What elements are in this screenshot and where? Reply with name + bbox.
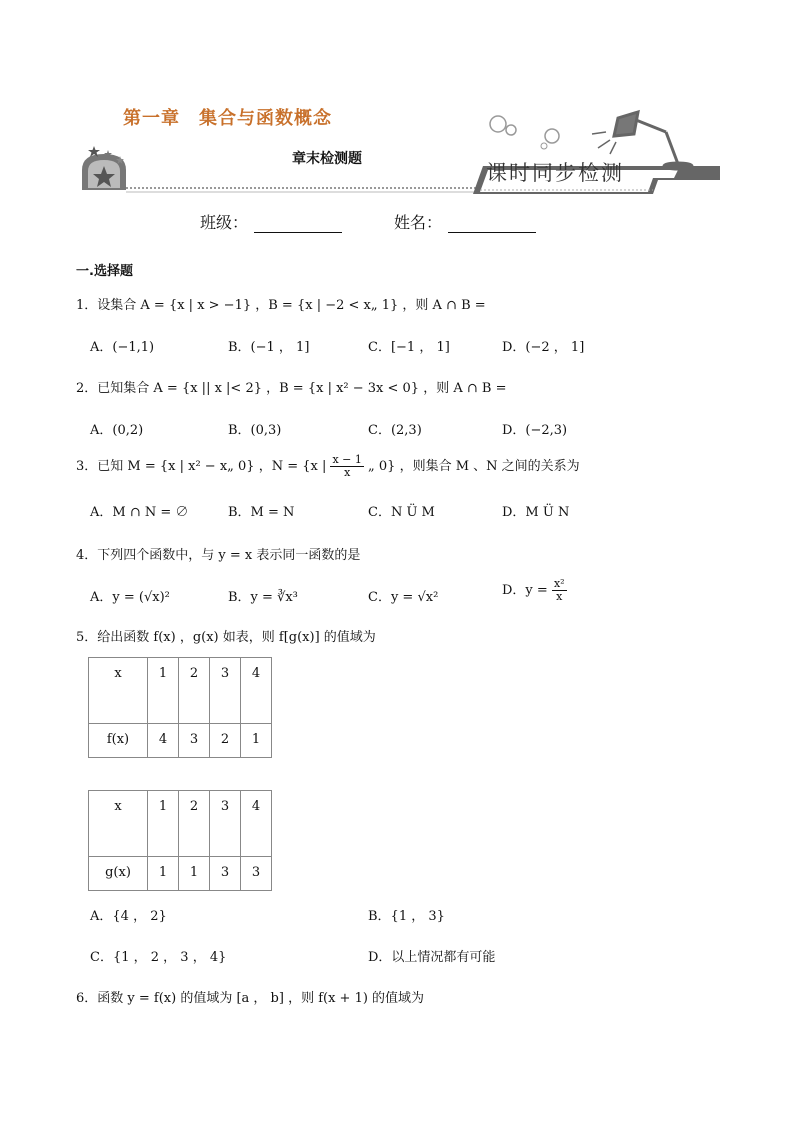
q1-option-d: D．(−2 ， 1] (502, 340, 585, 355)
question-5: 5．给出函数 f(x) ，g(x) 如表，则 f[g(x)] 的值域为 (76, 630, 376, 645)
q1-option-a: A．(−1,1) (90, 340, 155, 355)
page-subtitle: 章末检测题 (292, 151, 362, 167)
bubbles-icon (490, 116, 559, 149)
table-cell: 1 (241, 724, 272, 758)
q1-option-b: B．(−1 ， 1] (228, 340, 310, 355)
q5-option-d: D．以上情况都有可能 (368, 950, 496, 965)
question-4: 4．下列四个函数中，与 y = x 表示同一函数的是 (76, 548, 361, 563)
q4-option-d (502, 578, 567, 603)
section-title: 一.选择题 (76, 264, 133, 279)
q4-d-frac-num: x² (553, 577, 565, 590)
name-blank[interactable] (448, 216, 536, 233)
question-2: 2．已知集合 A = {x || x |< 2} ，B = {x | x² − 3x < 0} ，则 A ∩ B = (76, 381, 507, 396)
q5-option-b: B．{1 ， 3} (368, 909, 445, 924)
g-table (88, 790, 272, 891)
table-cell: 3 (210, 791, 241, 857)
chapter-title: 第一章 集合与函数概念 (123, 108, 332, 129)
q5-option-a: A．{4 ， 2} (90, 909, 167, 924)
table-cell: x (89, 791, 148, 857)
q4-option-d-label: D．y = (502, 583, 548, 598)
name-label: 姓名： (394, 213, 443, 232)
table-cell: 4 (241, 791, 272, 857)
q4-option-b: B．y = ∛x³ (228, 590, 298, 605)
q2-option-d: D．(−2,3) (502, 423, 568, 438)
q2-option-b: B．(0,3) (228, 423, 282, 438)
table-cell: 3 (210, 658, 241, 724)
class-label: 班级： (200, 213, 249, 232)
q3-option-a: A．M ∩ N = ∅ (90, 505, 189, 520)
q4-d-frac-den: x (556, 590, 563, 603)
table-cell: f(x) (89, 724, 148, 758)
q5-option-c: C．{1 ， 2 ， 3 ， 4} (90, 950, 227, 965)
table-cell: x (89, 658, 148, 724)
q2-option-a: A．(0,2) (90, 423, 144, 438)
table-cell: 1 (148, 791, 179, 857)
q4-d-fraction (552, 578, 567, 603)
q3-option-c: C．N Ü M (368, 505, 435, 520)
question-1: 1．设集合 A = {x | x > −1} ，B = {x | −2 < x„ 1} ，则 A ∩ B = (76, 298, 486, 313)
q2-option-c: C．(2,3) (368, 423, 422, 438)
question-3 (76, 454, 580, 479)
table-cell: 1 (148, 857, 179, 891)
table-cell: g(x) (89, 857, 148, 891)
star-badge-icon (82, 146, 126, 190)
class-field (200, 210, 342, 233)
table-cell: 4 (241, 658, 272, 724)
class-blank[interactable] (254, 216, 342, 233)
table-cell: 1 (148, 658, 179, 724)
f-table (88, 657, 272, 758)
question-6: 6．函数 y = f(x) 的值域为 [a ， b] ，则 f(x + 1) 的值域为 (76, 991, 425, 1006)
table-cell: 3 (179, 724, 210, 758)
q3-option-d: D．M Ü N (502, 505, 570, 520)
q3-frac-den: x (344, 466, 351, 479)
q4-option-a: A．y = (√x)² (90, 590, 170, 605)
name-field (394, 210, 536, 233)
q3-fraction (330, 454, 363, 479)
table-cell: 3 (241, 857, 272, 891)
q1-option-c: C．[−1 ， 1] (368, 340, 450, 355)
q3-text-a: 3．已知 M = {x | x² − x„ 0} ，N = {x | (76, 459, 327, 474)
table-cell: 4 (148, 724, 179, 758)
q4-option-c: C．y = √x² (368, 590, 439, 605)
table-cell: 2 (179, 791, 210, 857)
table-cell: 2 (210, 724, 241, 758)
table-cell: 3 (210, 857, 241, 891)
q3-option-b: B．M = N (228, 505, 295, 520)
table-cell: 2 (179, 658, 210, 724)
table-cell: 1 (179, 857, 210, 891)
banner-text: 课时同步检测 (486, 161, 624, 185)
q3-frac-num: x − 1 (332, 453, 362, 466)
q3-text-b: „ 0} ，则集合 M 、N 之间的关系为 (368, 459, 580, 474)
